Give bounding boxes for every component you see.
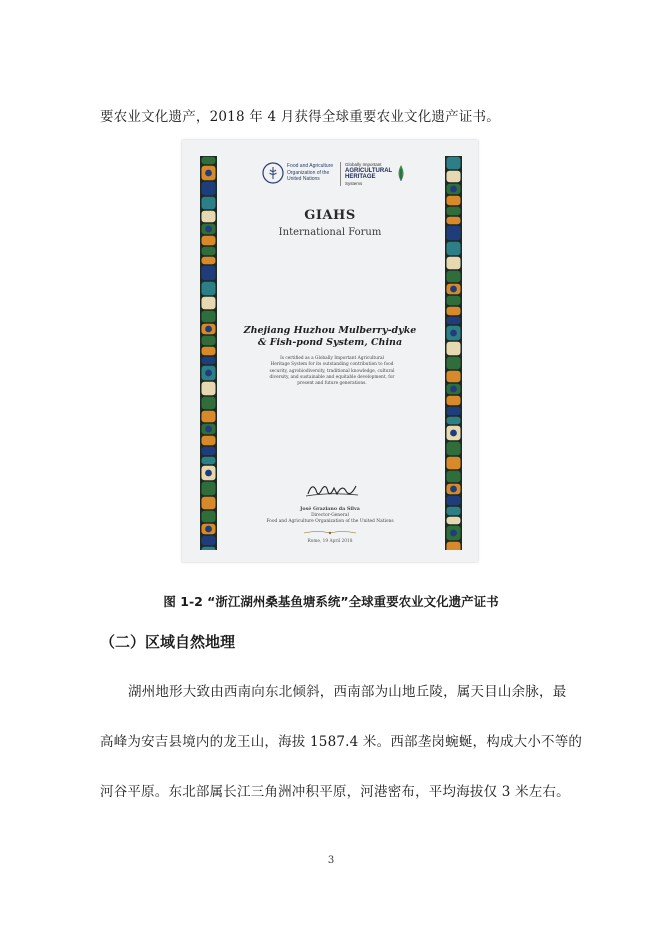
page-number: 3 — [327, 855, 335, 866]
intro-text-line: 要农业文化遗产，2018 年 4 月获得全球重要农业文化遗产证书。 — [100, 109, 500, 125]
body-line: present and future generations. — [297, 381, 367, 387]
paragraph-line: 湖州地形大致由西南向东北倾斜，西南部为山地丘陵，属天目山余脉，最 — [128, 684, 567, 700]
certificate-image — [182, 140, 478, 562]
certificate-system-name — [182, 325, 478, 349]
body-line: diversity, and sustainable and equitable development, for — [269, 374, 395, 380]
signer-block — [182, 506, 478, 525]
signer-name: José Graziano da Silva — [300, 506, 360, 512]
giahs-line: Systems — [345, 180, 363, 186]
giahs-line: HERITAGE — [345, 174, 376, 180]
signer-title: Director-General — [311, 513, 349, 518]
laurel-ornament-icon — [300, 529, 360, 537]
figure-caption: 图 1-2 “浙江湖州桑基鱼塘系统”全球重要农业文化遗产证书 — [163, 594, 499, 609]
certificate-body — [252, 356, 412, 387]
body-line: security, agrobiodiversity, traditional knowledge, cultural — [269, 368, 395, 374]
certificate-title: GIAHS — [304, 208, 356, 223]
body-line: Heritage System for its outstanding contribution to food — [270, 362, 394, 368]
giahs-leaf-icon — [394, 164, 408, 182]
paragraph-line: 河谷平原。东北部属长江三角洲冲积平原，河港密布，平均海拔仅 3 米左右。 — [100, 784, 570, 800]
fao-logo-icon — [262, 162, 284, 184]
body-line: Is certified as a Globally Important Agricultural — [280, 356, 384, 361]
system-name-line: Zhejiang Huzhou Mulberry-dyke — [243, 325, 417, 336]
fao-name — [287, 163, 333, 183]
certificate-subtitle: International Forum — [278, 227, 382, 238]
giahs-line: AGRICULTURAL — [345, 167, 393, 174]
logo-row — [262, 162, 412, 188]
system-name-line: & Fish-pond System, China — [257, 337, 403, 348]
paragraph-line: 高峰为安吉县境内的龙王山，海拔 1587.4 米。西部垄岗蜿蜒，构成大小不等的 — [100, 734, 583, 750]
section-heading: （二）区域自然地理 — [100, 633, 236, 651]
fao-line: United Nations — [287, 176, 320, 182]
certificate-date: Rome, 19 April 2018 — [307, 539, 353, 544]
signature-icon — [302, 480, 362, 502]
signer-organization: Food and Agriculture Organization of the United Nations — [266, 519, 394, 524]
giahs-line: Globally Important — [345, 162, 382, 167]
giahs-logo-text — [340, 162, 392, 186]
fao-line: Food and Agriculture — [287, 163, 334, 169]
fao-line: Organization of the — [287, 169, 330, 176]
